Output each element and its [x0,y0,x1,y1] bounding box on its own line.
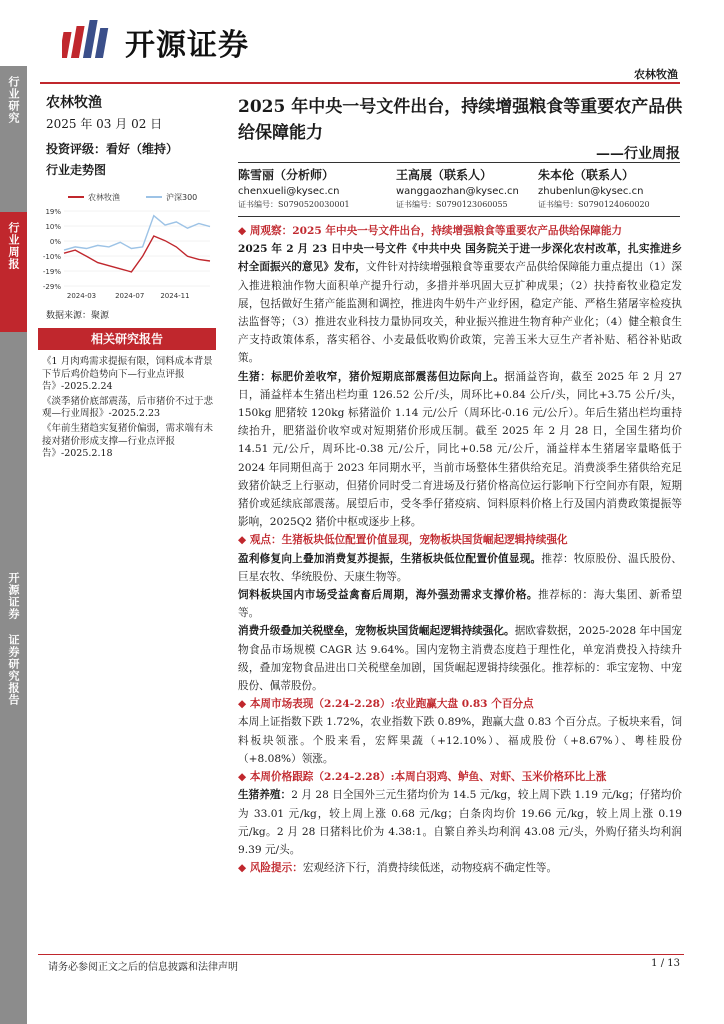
page-number: 1 / 13 [651,958,680,969]
author-card [238,166,388,210]
paragraph-text: 本周上证指数下跌 1.72%，农业指数下跌 0.89%，跑赢大盘 0.83 个百分点。子板块来看，饲料板块领涨。个股来看，宏辉果蔬（+12.10%）、福成股份（+8.67%）、粤桂股份（+8.08%）领涨。 [238,716,682,765]
author-name: 朱本伦（联系人） [538,168,635,182]
trend-chart [38,189,214,309]
paragraph [238,368,682,532]
author-cert: 证书编号：S0790124060020 [538,200,650,209]
section-prices [238,768,682,786]
y-tick-label: 19% [45,208,61,216]
paragraph-text: 宏观经济下行，消费持续低迷，动物疫病不确定性等。 [302,862,558,875]
authors-divider-top [238,162,680,163]
paragraph [238,240,682,367]
footer-divider [38,954,684,955]
report-title: 2025 年中央一号文件出台，持续增强粮食等重要农产品供给保障能力 [238,97,683,143]
sidebar [0,66,27,1024]
author-name: 王高展（联系人） [396,168,493,182]
sidebar-section-brand: 开源证券 证券研究报告 [0,332,27,1024]
trend-title: 行业走势图 [46,163,107,177]
author-email[interactable]: chenxueli@kysec.cn [238,186,340,197]
bullet-icon: ◆ [238,534,250,547]
authors-divider-bottom [238,216,680,217]
kysec-logo-icon [62,18,118,62]
sidebar-section-weekly: 行业周报 [0,212,27,332]
paragraph-lead: 生猪养殖： [238,789,292,802]
header-divider [40,82,680,84]
paragraph-lead: 盈利修复向上叠加消费复苏提振，生猪板块低位配置价值显现。 [238,552,542,565]
y-tick-label: -10% [42,253,61,261]
author-cert: 证书编号：S0790520030001 [238,200,350,209]
related-report-item[interactable]: 《年前生猪趋实复猪价偏弱，需求端有未接对猪价形成支撑—行业点评报告》-2025.2.18 [42,422,214,460]
y-tick-label: -29% [42,283,61,291]
paragraph-text: 推荐：牧原股份、温氏股份、巨星农牧、华统股份、天康生物等。 [238,552,683,583]
industry-tag: 农林牧渔 [634,68,678,81]
industry-name: 农林牧渔 [46,95,102,111]
series-line [64,216,210,250]
paragraph-text: 据涌益咨询，截至 2025 年 2 月 27 日，涌益样本生猪出栏均重 126.52 公斤/头，周环比+0.84 公斤/头，同比+3.75 公斤/头，150kg 肥猪较 120kg 标猪溢价 1.14 元/公斤（周环比-0.16 元/公斤）。年后生猪出栏均重持续抬升，肥猪溢价收窄或对短期猪价形成压制。截至 2025 年 2 月 28 日，全国生猪均价 14.51 元/公斤，周环比-0.38 元/公斤，同比+0.58 元/公斤，涌益样本生猪屠宰量略低于 2024 年同期但高于 2023 年同期水平，当前市场整体生猪供给充足。消费淡季生猪供给充足致猪价缺乏上行驱动，但猪价同时受二育进场及行猪价格高位运行影响下行空间亦有限，短期猪价或延续底部震荡。展望后市，受冬季仔猪疫病、饲料原料价格上行及国内消费政策提振等影响，2025Q2 猪价中枢或逐步上移。 [238,370,682,529]
paragraph-lead: 消费升级叠加关税壁垒，宠物板块国货崛起逻辑持续强化。 [238,625,515,638]
paragraph [238,713,682,768]
author-card [396,166,546,210]
section-heading: 观点：生猪板块低位配置价值显现，宠物板块国货崛起逻辑持续强化 [249,534,568,547]
paragraph-text: 文件针对持续增强粮食等重要农产品供给保障能力重点提出（1）深入推进粮油作物大面积单产提升行动，多措并举巩固大豆扩种成果；（2）扶持畜牧业稳定发展，包括做好生猪产能监测和调控，推进肉牛奶牛产业纾困，稳定产能、严格生猪屠宰检疫执法监督等；（3）推进农业科技力量协同攻关，种业振兴推进生物育种产业化；（4）健全粮食生产支持政策体系，落实稻谷、小麦最低收购价政策，完善玉米大豆生产者补贴、稻谷补贴政策。 [238,261,682,365]
legend-label: 沪深300 [166,193,198,202]
y-tick-label: 10% [45,223,61,231]
author-cert: 证书编号：S0790123060055 [396,200,508,209]
paragraph-lead: 饲料板块国内市场受益禽畜后周期，海外强劲需求支撑价格。 [238,589,539,602]
left-info [46,92,224,178]
author-email[interactable]: zhubenlun@kysec.cn [538,186,644,197]
paragraph [238,622,682,695]
paragraph-lead: 2025 年 2 月 23 日中央一号文件《中共中央 国务院关于进一步深化农村改革，扎实推进乡村全面振兴的意见》发布， [238,243,682,274]
paragraph [238,786,682,859]
legend-label: 农林牧渔 [88,193,120,202]
investment-rating: 投资评级：看好（维持） [46,142,179,156]
section-heading: 本周市场表现（2.24-2.28）:农业跑赢大盘 0.83 个百分点 [249,698,534,711]
bullet-icon: ◆ [238,771,250,784]
section-heading: 本周价格跟踪（2.24-2.28）:本周白羽鸡、鲈鱼、对虾、玉米价格环比上涨 [249,771,607,784]
bullet-icon: ◆ [238,698,250,711]
report-body [238,222,682,877]
y-tick-label: 0% [49,238,61,246]
author-email[interactable]: wanggaozhan@kysec.cn [396,186,519,197]
brand-name: 开源证券 [125,28,249,63]
author-name: 陈雪丽（分析师） [238,168,335,182]
bullet-icon: ◆ [238,862,250,875]
paragraph-text: 据欧睿数据，2025-2028 年中国宠物食品市场规模 CAGR 达 9.64%。国内宠物主消费态度趋于理性化，单宠消费投入持续升级，叠加宠物食品进出口关税壁垒加剧，国货崛起逻辑持续强化。推荐标的：乖宝宠物、中宠股份、佩蒂股份。 [238,625,682,693]
data-source: 数据来源：聚源 [46,311,110,321]
related-reports-list [42,356,220,463]
paragraph [238,550,682,586]
section-risk [238,859,682,877]
x-tick-label: 2024-11 [160,292,190,300]
y-tick-label: -19% [42,268,61,276]
paragraph-text: 2 月 28 日全国外三元生猪均价为 14.5 元/kg，较上周下跌 1.19 元/kg；仔猪均价为 33.01 元/kg，较上周上涨 0.68 元/kg；白条肉均价 19.66 元/kg，较上周上涨 0.19 元/kg。2 月 28 日猪料比价为 4.38:1。自繁自养头均利润 43.08 元/头，外购仔猪头均利润 9.39 元/头。 [238,789,682,856]
section-heading: 风险提示： [249,862,303,875]
series-line [64,236,210,272]
sidebar-section-research: 行业研究 [0,66,27,212]
x-tick-label: 2024-07 [115,292,145,300]
section-weekly-observation [238,222,682,240]
related-reports-header: 相关研究报告 [38,328,216,350]
section-viewpoint [238,531,682,549]
section-heading: 周观察：2025 年中央一号文件出台，持续增强粮食等重要农产品供给保障能力 [249,225,623,237]
paragraph [238,586,682,622]
report-date: 2025 年 03 月 02 日 [46,117,163,131]
author-card [538,166,688,210]
x-tick-label: 2024-03 [66,292,97,300]
paragraph-text: 推荐标的：海大集团、新希望等。 [238,589,683,620]
section-market [238,695,682,713]
bullet-icon: ◆ [238,225,250,237]
paragraph-lead: 生猪：标肥价差收窄，猪价短期底部震荡但边际向上。 [238,370,505,383]
related-report-item[interactable]: 《淡季猪价底部震荡，后市猪价不过于悲观—行业周报》-2025.2.23 [42,395,214,420]
footer-disclaimer: 请务必参阅正文之后的信息披露和法律声明 [48,962,238,973]
related-report-item[interactable]: 《1 月肉鸡需求提振有限，饲料成本背景下节后鸡价趋势向下—行业点评报告》-2025.2.24 [42,356,213,393]
report-subtitle: ——行业周报 [596,146,680,162]
